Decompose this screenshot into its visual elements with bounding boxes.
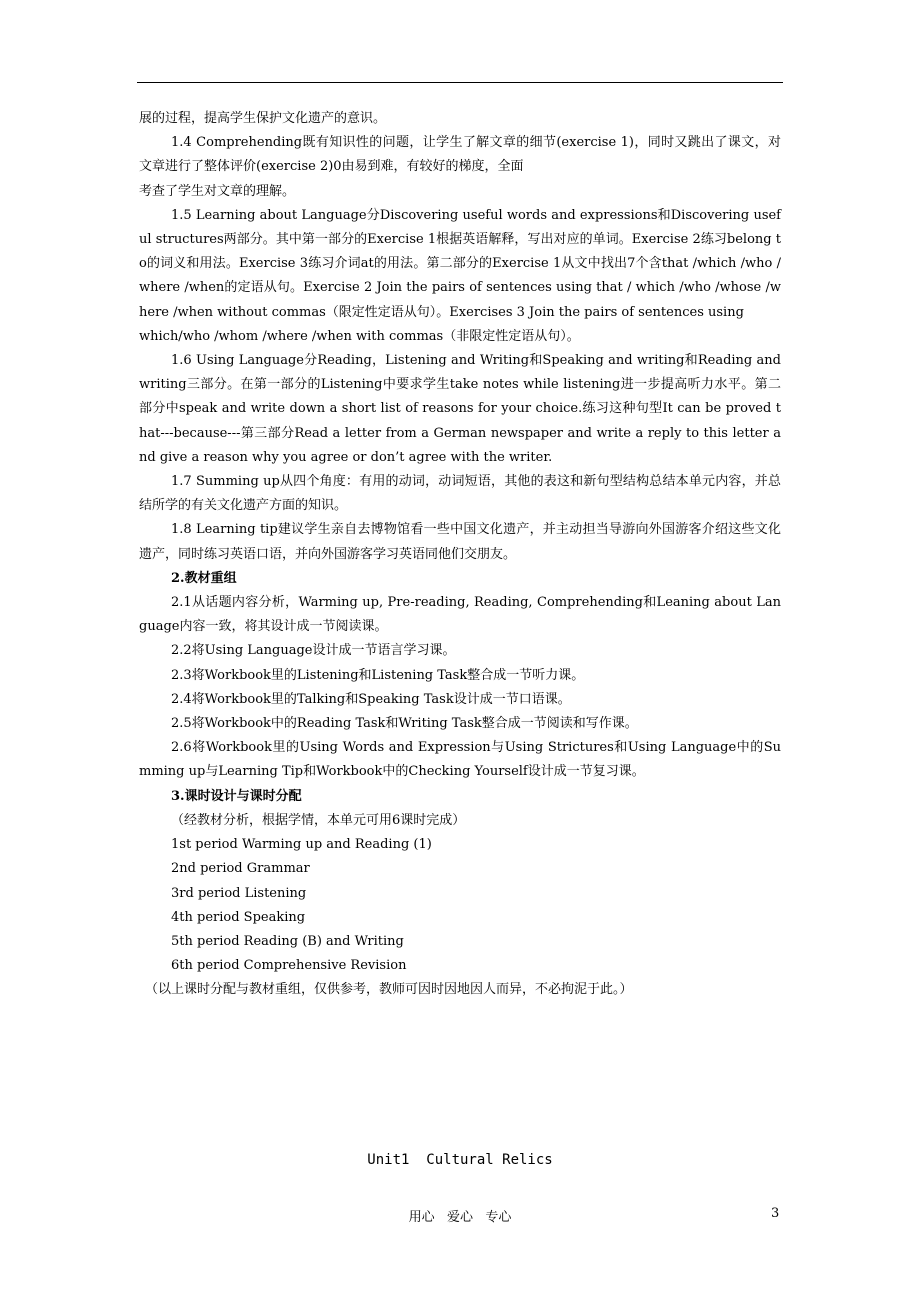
paragraph-1-4: 1.4 Comprehending既有知识性的问题，让学生了解文章的细节(exercise 1)，同时又跳出了课文，对文章进行了整体评价(exercise 2)0由易到难，有较好的梯度，全面 xyxy=(139,135,781,175)
paragraph-1-5-end: which/who /whom /where /when with commas（非限定性定语从句）。 xyxy=(139,328,580,344)
period-item: 1st period Warming up and Reading (1) xyxy=(171,837,432,853)
paragraph-2-3: 2.3将Workbook里的Listening和Listening Task整合成一节听力课。 xyxy=(171,667,585,683)
paragraph-continuation: 展的过程，提高学生保护文化遗产的意识。 xyxy=(139,111,387,126)
allocation-note: （以上课时分配与教材重组，仅供参考，教师可因时因地因人而异，不必拘泥于此。） xyxy=(145,982,633,998)
section-heading-2: 2.教材重组 xyxy=(171,570,237,586)
period-item: 6th period Comprehensive Revision xyxy=(171,958,407,974)
paragraph-2-6: 2.6将Workbook里的Using Words and Expression与Using Strictures和Using Language中的Summing up与Learning Tip和Workbook中的Checking Yourself设计成一节复习课。 xyxy=(139,740,781,780)
header-rule xyxy=(137,82,783,83)
paragraph-1-8: 1.8 Learning tip建议学生亲自去博物馆看一些中国文化遗产，并主动担当导游向外国游客介绍这些文化遗产，同时练习英语口语，并向外国游客学习英语同他们交朋友。 xyxy=(139,522,781,562)
section-3-intro: （经教材分析，根据学情，本单元可用6课时完成） xyxy=(171,812,466,828)
paragraph-1-4-end: 考查了学生对文章的理解。 xyxy=(139,183,296,199)
footer-motto: 用心 爱心 专心 xyxy=(408,1210,512,1225)
paragraph-1-5: 1.5 Learning about Language分Discovering useful words and expressions和Discovering useful structures两部分。其中第一部分的Exercise 1根据英语解释，写出对应的单词。Exercise 2练习belong to的词义和用法。Exercise 3练习介词at的用法。第二部分的Exercise 1从文中找出7个含that /which /who /where /when的定语从句。Exercise 2 Join the pairs of sentences using that / which /who /whose /where /when without commas（限定性定语从句）。Exercises 3 Join the pairs of sentences using xyxy=(139,207,781,320)
paragraph-1-6: 1.6 Using Language分Reading，Listening and Writing和Speaking and writing和Reading and writing三部分。在第一部分的Listening中要求学生take notes while listening进一步提高听力水平。第二部分中speak and write down a short list of reasons for your choice.练习这种句型It can be proved that---because---第三部分Read a letter from a German newspaper and write a reply to this letter and give a reason why you agree or don’t agree with the writer. xyxy=(139,353,781,465)
paragraph-2-1: 2.1从话题内容分析，Warming up, Pre-reading, Reading, Comprehending和Leaning about Language内容一致，将其设计成一节阅读课。 xyxy=(139,595,781,635)
paragraph-2-5: 2.5将Workbook中的Reading Task和Writing Task整合成一节阅读和写作课。 xyxy=(171,716,638,732)
paragraph-2-4: 2.4将Workbook里的Talking和Speaking Task设计成一节口语课。 xyxy=(171,691,571,707)
paragraph-1-7: 1.7 Summing up从四个角度：有用的动词，动词短语，其他的表这和新句型结构总结本单元内容，并总结所学的有关文化遗产方面的知识。 xyxy=(139,474,781,514)
page-number: 3 xyxy=(771,1206,780,1221)
paragraph-2-2: 2.2将Using Language设计成一节语言学习课。 xyxy=(171,643,456,659)
section-heading-3: 3.课时设计与课时分配 xyxy=(171,788,302,804)
document-body xyxy=(139,107,781,1003)
period-item: 5th period Reading (B) and Writing xyxy=(171,933,404,949)
period-item: 2nd period Grammar xyxy=(171,861,310,877)
period-item: 3rd period Listening xyxy=(171,885,307,901)
unit-title: Unit1 Cultural Relics xyxy=(367,1152,553,1168)
period-item: 4th period Speaking xyxy=(171,909,306,925)
